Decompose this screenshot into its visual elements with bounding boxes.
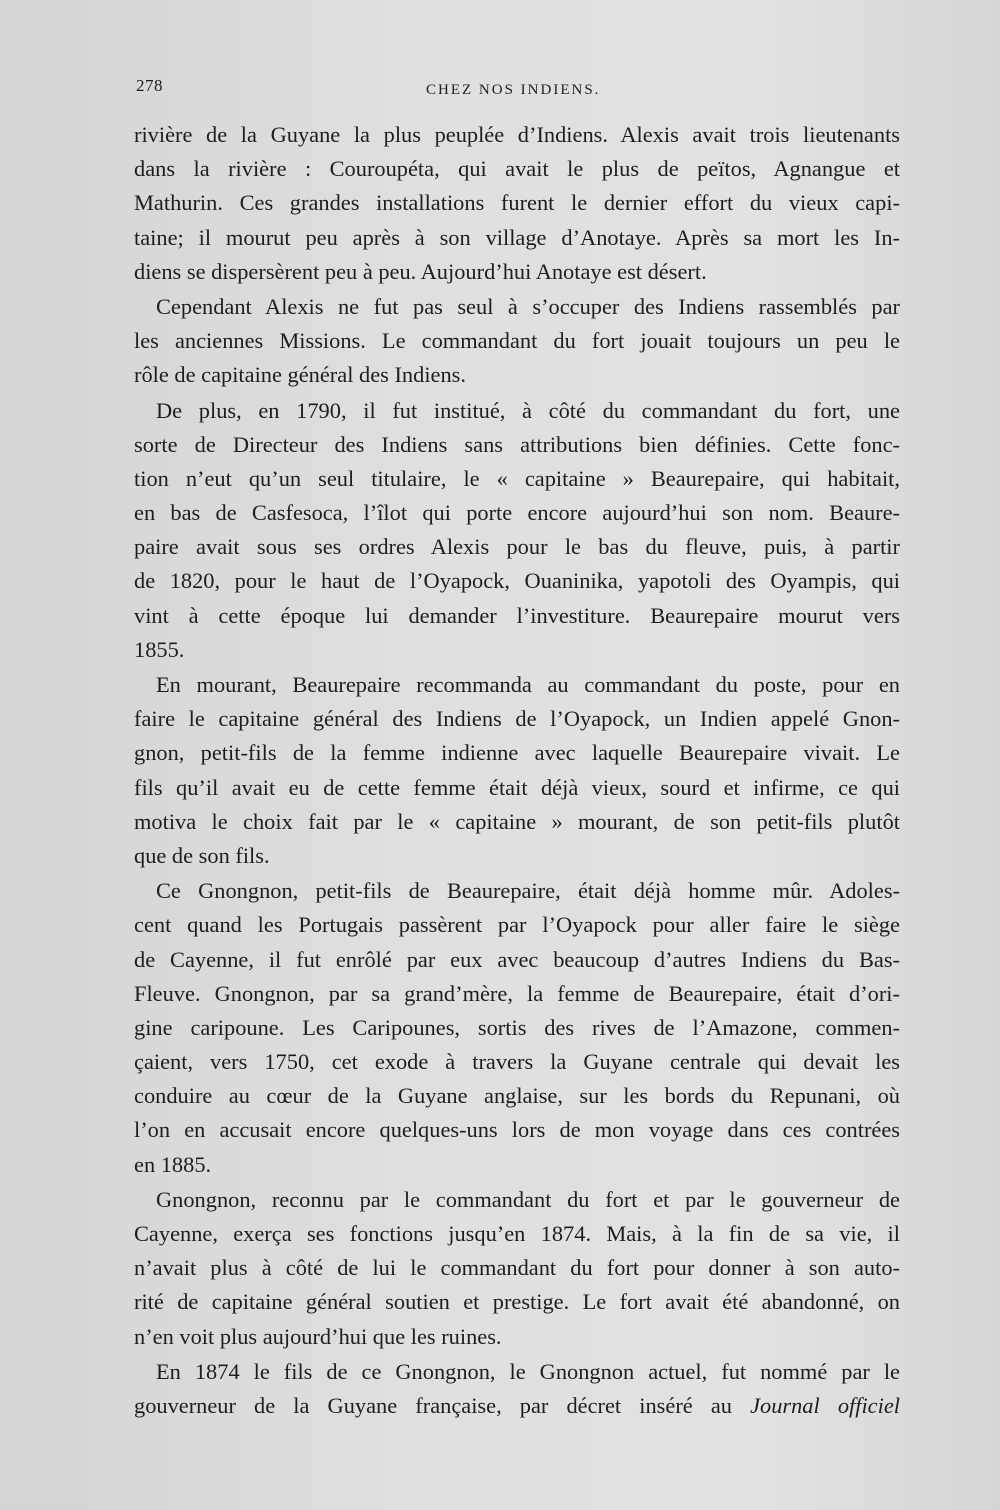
text-line: de Cayenne, il fut enrôlé par eux avec beaucoup d’autres Indiens du Bas-	[134, 946, 900, 972]
text-line: vint à cette époque lui demander l’investiture. Beaurepaire mourut vers	[134, 602, 900, 628]
text-line: que de son fils.	[134, 842, 270, 868]
text-line: rité de capitaine général soutien et prestige. Le fort avait été abandonné, on	[134, 1289, 900, 1315]
text-line: Gnongnon, reconnu par le commandant du fort et par le gouverneur de	[156, 1186, 900, 1212]
paragraph-6	[120, 1183, 900, 1354]
text-line: Mathurin. Ces grandes installations furent le dernier effort du vieux capi-	[134, 190, 900, 216]
text-line: n’en voit plus aujourd’hui que les ruines.	[134, 1323, 502, 1349]
text-line: diens se dispersèrent peu à peu. Aujourd’hui Anotaye est désert.	[134, 258, 707, 284]
running-head	[136, 76, 896, 104]
text-line: fils qu’il avait eu de cette femme était déjà vieux, sourd et infirme, ce qui	[134, 774, 900, 800]
paragraph-7	[120, 1355, 900, 1423]
text-line: gnon, petit-fils de la femme indienne avec laquelle Beaurepaire vivait. Le	[134, 740, 900, 766]
text-line: en 1885.	[134, 1151, 212, 1177]
text-line: 1855.	[134, 636, 185, 662]
text-line: rôle de capitaine général des Indiens.	[134, 362, 466, 388]
text-line: taine; il mourut peu après à son village d’Anotaye. Après sa mort les In-	[134, 224, 900, 250]
text-line: En 1874 le fils de ce Gnongnon, le Gnongnon actuel, fut nommé par le	[156, 1358, 900, 1384]
text-line: gine caripoune. Les Caripounes, sortis des rives de l’Amazone, commen-	[134, 1014, 900, 1040]
text-line: n’avait plus à côté de lui le commandant du fort pour donner à son auto-	[134, 1255, 900, 1281]
italic-title: Journal officiel	[750, 1392, 900, 1418]
text-line: Ce Gnongnon, petit-fils de Beaurepaire, était déjà homme mûr. Adoles-	[156, 878, 900, 904]
text-line: paire avait sous ses ordres Alexis pour le bas du fleuve, puis, à partir	[134, 534, 900, 560]
page-header-title: CHEZ NOS INDIENS.	[426, 82, 601, 98]
body-text	[120, 118, 900, 1424]
text-line: en bas de Casfesoca, l’îlot qui porte encore aujourd’hui son nom. Beaure-	[134, 500, 900, 526]
text-segment: gouverneur de la Guyane française, par décret inséré au	[134, 1392, 751, 1418]
paragraph-3	[120, 394, 900, 668]
text-line: Cayenne, exerça ses fonctions jusqu’en 1874. Mais, à la fin de sa vie, il	[134, 1221, 900, 1246]
paragraph-4	[120, 668, 900, 873]
text-line: cent quand les Portugais passèrent par l’Oyapock pour aller faire le siège	[134, 912, 900, 938]
text-line: sorte de Directeur des Indiens sans attributions bien définies. Cette fonc-	[134, 431, 900, 457]
paragraph-1	[120, 118, 900, 289]
text-line: Fleuve. Gnongnon, par sa grand’mère, la femme de Beaurepaire, était d’ori-	[134, 980, 900, 1006]
text-line: conduire au cœur de la Guyane anglaise, sur les bords du Repunani, où	[134, 1083, 900, 1109]
paragraph-5	[120, 874, 900, 1182]
text-line: dans la rivière : Couroupéta, qui avait le plus de peïtos, Agnangue et	[134, 156, 900, 182]
text-line: l’on en accusait encore quelques-uns lors de mon voyage dans ces contrées	[134, 1117, 900, 1143]
text-line: tion n’eut qu’un seul titulaire, le « capitaine » Beaurepaire, qui habitait,	[134, 465, 900, 491]
text-line: rivière de la Guyane la plus peuplée d’Indiens. Alexis avait trois lieutenants	[134, 122, 900, 147]
page-number: 278	[136, 76, 163, 95]
text-line: de 1820, pour le haut de l’Oyapock, Ouaninika, yapotoli des Oyampis, qui	[134, 568, 900, 594]
text-line: çaient, vers 1750, cet exode à travers la Guyane centrale qui devait les	[134, 1049, 900, 1075]
text-line: Cependant Alexis ne fut pas seul à s’occuper des Indiens rassemblés par	[156, 293, 900, 319]
paragraph-2	[120, 290, 900, 393]
text-line: faire le capitaine général des Indiens de l’Oyapock, un Indien appelé Gnon-	[134, 706, 900, 732]
text-line: De plus, en 1790, il fut institué, à côté du commandant du fort, une	[156, 397, 900, 423]
text-line	[120, 1389, 900, 1423]
text-line: motiva le choix fait par le « capitaine » mourant, de son petit-fils plutôt	[134, 808, 900, 834]
text-line: En mourant, Beaurepaire recommanda au commandant du poste, pour en	[156, 672, 900, 697]
text-line: les anciennes Missions. Le commandant du fort jouait toujours un peu le	[134, 328, 900, 354]
